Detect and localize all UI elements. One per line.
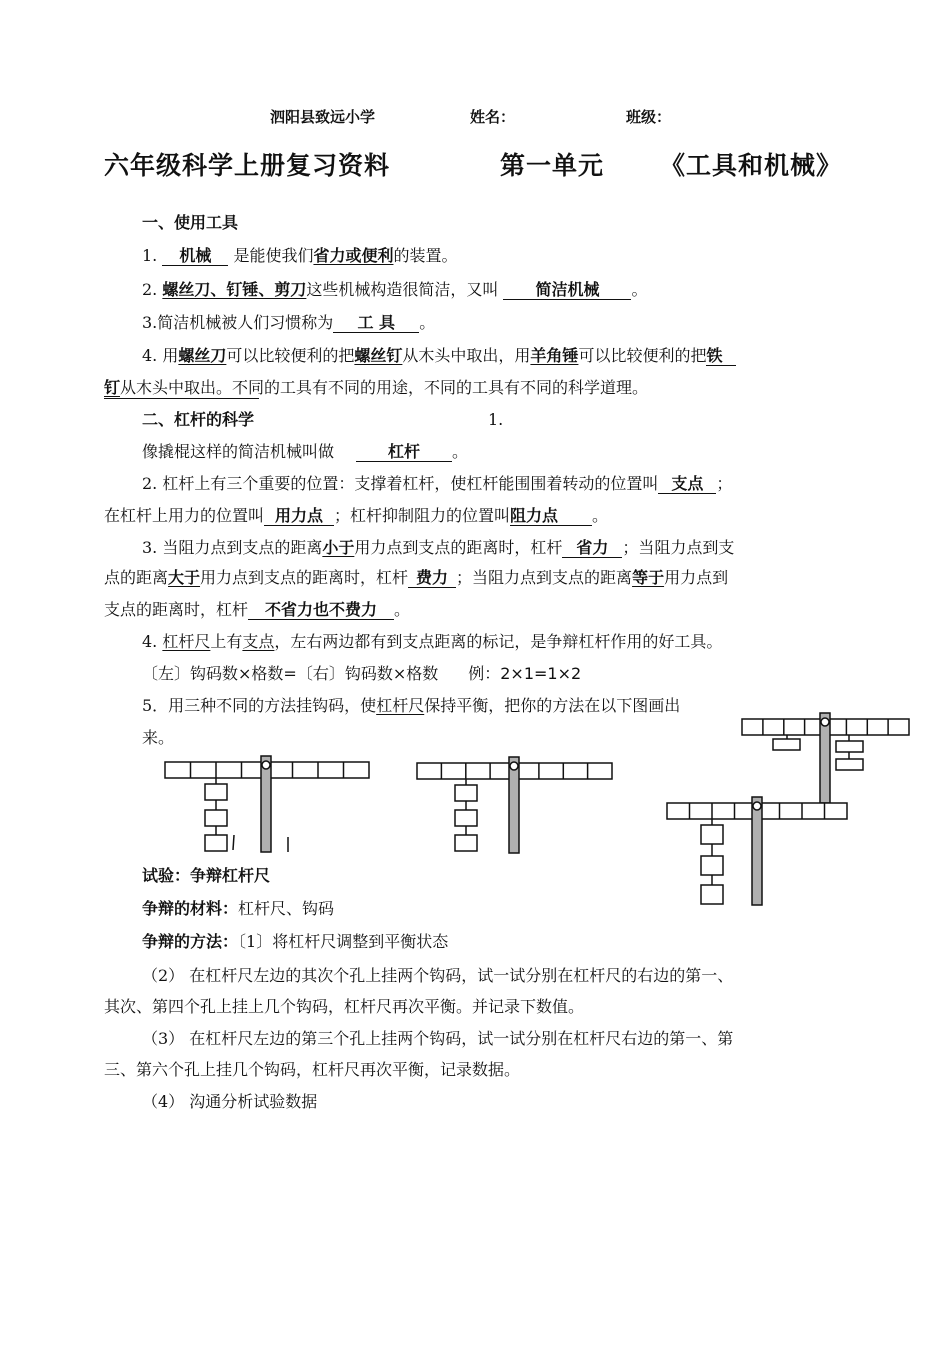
hook-weight: [701, 825, 723, 844]
lever-pivot: [753, 802, 761, 810]
lever-pivot: [510, 762, 518, 770]
lever-stand: [509, 757, 519, 853]
s2-q5-cont: 来。: [142, 728, 175, 747]
hook-weight: [455, 810, 477, 826]
s1-q2: 2. 螺丝刀、钉锤、剪刀这些机械构造很简洁，又叫 简洁机械 。: [142, 280, 648, 299]
s2-q1-num: 1.: [488, 410, 504, 429]
s2-q3-line3: 支点的距离时，杠杆 不省力也不费力 。: [104, 600, 411, 619]
s2-q2-line2: 在杠杆上用力的位置叫 用力点 ；杠杆抑制阻力的位置叫阻力点 。: [104, 506, 609, 525]
lever-stand: [261, 756, 271, 852]
lever-stand: [752, 797, 762, 905]
lever-diagram-4: [667, 797, 847, 905]
school-name: 泗阳县致远小学: [270, 108, 376, 126]
hook-weight: [836, 759, 863, 770]
hook-weight: [455, 835, 477, 851]
page-title: 六年级科学上册复习资料: [104, 151, 391, 180]
hook-weight: [701, 885, 723, 904]
hook-weight: [205, 810, 227, 826]
experiment-step2-line2: 其次、第四个孔上挂上几个钩码，杠杆尺再次平衡。并记录下数值。: [104, 997, 585, 1016]
hook-weight: [773, 739, 800, 750]
section-2-heading: 二、杠杆的科学: [142, 410, 255, 429]
section-1-heading: 一、使用工具: [142, 213, 239, 232]
lever-diagram-3: [742, 713, 909, 803]
lever-diagram-2: [417, 757, 612, 853]
experiment-title: 试验：争辩杠杆尺: [142, 866, 271, 885]
hook-weight: [455, 785, 477, 801]
lever-beam: [742, 719, 909, 735]
s2-q3-line2: 点的距离大于用力点到支点的距离时，杠杆 费力 ；当阻力点到支点的距离等于用力点到: [104, 568, 729, 587]
hook-weight: [205, 784, 227, 800]
s1-q4-line2: 钉从木头中取出。不同的工具有不同的用途，不同的工具有不同的科学道理。: [104, 378, 649, 397]
hook-weight: [205, 835, 227, 851]
s2-q2-line1: 2. 杠杆上有三个重要的位置：支撑着杠杆，使杠杆能围围着转动的位置叫 支点 ；: [142, 474, 733, 493]
hook-weight: [701, 856, 723, 875]
s1-q1: 1. 机械 是能使我们省力或便利的装置。: [142, 246, 458, 265]
experiment-step3-line2: 三、第六个孔上挂几个钩码，杠杆尺再次平衡，记录数据。: [104, 1060, 521, 1079]
experiment-step2-line1: （2） 在杠杆尺左边的其次个孔上挂两个钩码，试一试分别在杠杆尺的右边的第一、: [142, 966, 734, 985]
lever-diagram-1: [165, 756, 369, 852]
name-label: 姓名：: [470, 108, 516, 126]
lever-beam: [667, 803, 847, 819]
s1-q3: 3.简洁机械被人们习惯称为 工 具 。: [142, 313, 436, 332]
s2-q4-formula: 〔左〕钩码数×格数=〔右〕钩码数×格数 例：2×1=1×2: [142, 664, 582, 683]
s1-q4-line1: 4. 用螺丝刀可以比较便利的把螺丝钉从木头中取出，用羊角锤可以比较便利的把铁: [142, 346, 736, 366]
lever-pivot: [821, 718, 829, 726]
lever-stand: [820, 713, 830, 803]
experiment-step4: （4） 沟通分析试验数据: [142, 1092, 318, 1111]
unit-title: 第一单元: [500, 151, 605, 180]
s2-q3-line1: 3. 当阻力点到支点的距离小于用力点到支点的距离时，杠杆 省力 ；当阻力点到支: [142, 538, 735, 557]
experiment-method: 争辩的方法：〔1〕将杠杆尺调整到平衡状态: [142, 932, 449, 951]
section-divider-line: [104, 398, 259, 399]
lever-pivot: [262, 761, 270, 769]
experiment-step3-line1: （3） 在杠杆尺左边的第三个孔上挂两个钩码，试一试分别在杠杆尺右边的第一、第: [142, 1029, 734, 1048]
class-label: 班级：: [626, 108, 672, 126]
s2-q5: 5．用三种不同的方法挂钩码，使杠杆尺保持平衡，把你的方法在以下图画出: [142, 696, 681, 715]
s2-q1: 像撬棍这样的简洁机械叫做 杠杆 。: [142, 442, 469, 461]
lever-beam: [165, 762, 369, 778]
topic-title: 《工具和机械》: [660, 151, 843, 180]
s2-q4: 4. 杠杆尺上有支点，左右两边都有到支点距离的标记，是争辩杠杆作用的好工具。: [142, 632, 723, 651]
hook-weight: [836, 741, 863, 752]
lever-beam: [417, 763, 612, 779]
experiment-materials: 争辩的材料：杠杆尺、钩码: [142, 899, 335, 918]
